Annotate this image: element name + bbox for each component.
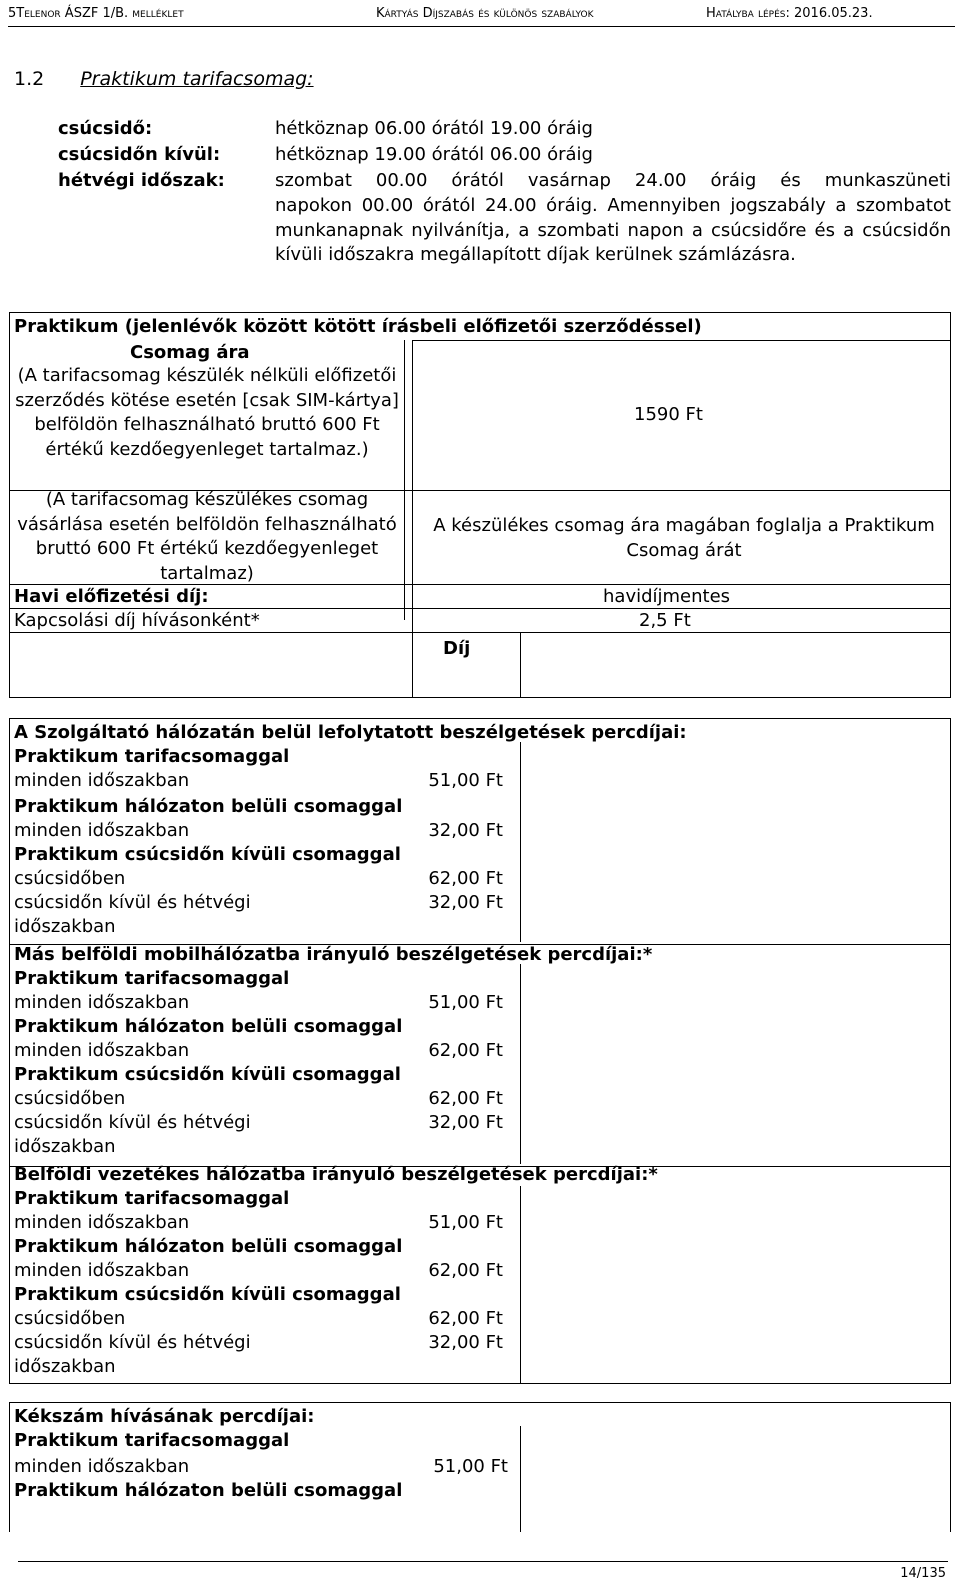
mobile-tariff-price: 51,00 Ft bbox=[428, 992, 503, 1013]
offpeak-label: csúcsidőn kívül: bbox=[58, 144, 221, 165]
header-doc-title: Kártyás Díjszabás és különös szabályok bbox=[376, 6, 594, 21]
table-line bbox=[10, 632, 951, 633]
onnet-offpeak-label-1: csúcsidőn kívül és hétvégi bbox=[14, 892, 251, 913]
connection-fee-label: Kapcsolási díj hívásonként* bbox=[14, 610, 260, 631]
fixed-pkg-offpeak: Praktikum csúcsidőn kívüli csomaggal bbox=[14, 1284, 401, 1305]
onnet-pkg-tariff: Praktikum tarifacsomaggal bbox=[14, 746, 290, 767]
page-number: 14/135 bbox=[900, 1566, 946, 1581]
onnet-title: A Szolgáltató hálózatán belül lefolytatott beszélgetések percdíjai: bbox=[14, 722, 687, 743]
offpeak-value: hétköznap 19.00 órától 06.00 óráig bbox=[275, 144, 593, 165]
fee-label: Díj bbox=[443, 638, 471, 659]
blue-number-pkg-tariff: Praktikum tarifacsomaggal bbox=[14, 1430, 290, 1451]
fixed-peak-price: 62,00 Ft bbox=[428, 1308, 503, 1329]
fixed-pkg-tariff: Praktikum tarifacsomaggal bbox=[14, 1188, 290, 1209]
header-rule bbox=[8, 26, 955, 27]
table-line bbox=[412, 340, 951, 341]
monthly-fee-label: Havi előfizetési díj: bbox=[14, 586, 209, 607]
rates-col-divider-2 bbox=[520, 964, 521, 1164]
fixed-offpeak-label-1: csúcsidőn kívül és hétvégi bbox=[14, 1332, 251, 1353]
footer-rule bbox=[18, 1561, 948, 1562]
rates-col-divider-1 bbox=[520, 742, 521, 942]
blue-number-price: 51,00 Ft bbox=[433, 1456, 508, 1477]
onnet-pkg-offpeak: Praktikum csúcsidőn kívüli csomaggal bbox=[14, 844, 401, 865]
monthly-fee-value: havidíjmentes bbox=[603, 586, 731, 607]
no-device-price: 1590 Ft bbox=[634, 404, 703, 425]
section-number: 1.2 bbox=[14, 68, 45, 90]
mobile-offpeak-label-2: időszakban bbox=[14, 1136, 116, 1157]
header-doc-ref: 5Telenor ÁSZF 1/B. melléklet bbox=[8, 6, 184, 21]
connection-fee-value: 2,5 Ft bbox=[639, 610, 691, 631]
mobile-network-period: minden időszakban bbox=[14, 1040, 190, 1061]
blue-number-period: minden időszakban bbox=[14, 1456, 190, 1477]
header-effective-date: Hatályba lépés: 2016.05.23. bbox=[706, 6, 873, 21]
fixed-title: Belföldi vezetékes hálózatba irányuló beszélgetések percdíjai:* bbox=[14, 1164, 658, 1185]
onnet-network-period: minden időszakban bbox=[14, 820, 190, 841]
section-heading bbox=[14, 68, 314, 90]
package-table-heading: Praktikum (jelenlévők között kötött írásbeli előfizetői szerződéssel) bbox=[14, 316, 702, 337]
onnet-network-price: 32,00 Ft bbox=[428, 820, 503, 841]
blue-number-title: Kékszám hívásának percdíjai: bbox=[14, 1406, 315, 1427]
table-col-divider-left bbox=[404, 340, 405, 620]
onnet-tariff-price: 51,00 Ft bbox=[428, 770, 503, 791]
table-col-divider bbox=[412, 340, 413, 698]
fixed-offpeak-label-2: időszakban bbox=[14, 1356, 116, 1377]
weekend-value-rest: napokon 00.00 órától 24.00 óráig. Amennyiben jogszabály a szombatot munkanapnak nyilvánítja, a szombati napon a csúcsidőre és a csúcsidőn kívüli időszakra megállapított díjak kerülnek számlázásra. bbox=[275, 195, 951, 265]
onnet-offpeak-label-2: időszakban bbox=[14, 916, 116, 937]
device-price-note: A készülékes csomag ára magában foglalja a Praktikum Csomag árát bbox=[433, 515, 935, 561]
mobile-title: Más belföldi mobilhálózatba irányuló beszélgetések percdíjai:* bbox=[14, 944, 653, 965]
weekend-value-line1: szombat 00.00 órától vasárnap 24.00 óráig és munkaszüneti bbox=[275, 170, 951, 191]
no-device-text: (A tarifacsomag készülék nélküli előfizetői szerződés kötése esetén [csak SIM-kártya] belföldön felhasználható bruttó 600 Ft értékű kezdőegyenleget tartalmaz.) bbox=[15, 365, 399, 460]
peak-label: csúcsidő: bbox=[58, 118, 153, 139]
weekend-label: hétvégi időszak: bbox=[58, 170, 225, 191]
table-line bbox=[10, 608, 951, 609]
onnet-peak-label: csúcsidőben bbox=[14, 868, 126, 889]
peak-value: hétköznap 06.00 órától 19.00 óráig bbox=[275, 118, 593, 139]
fixed-tariff-price: 51,00 Ft bbox=[428, 1212, 503, 1233]
mobile-pkg-network: Praktikum hálózaton belüli csomaggal bbox=[14, 1016, 403, 1037]
mobile-offpeak-label-1: csúcsidőn kívül és hétvégi bbox=[14, 1112, 251, 1133]
table-line bbox=[10, 584, 951, 585]
mobile-tariff-period: minden időszakban bbox=[14, 992, 190, 1013]
onnet-pkg-network: Praktikum hálózaton belüli csomaggal bbox=[14, 796, 403, 817]
fixed-offpeak-price: 32,00 Ft bbox=[428, 1332, 503, 1353]
mobile-network-price: 62,00 Ft bbox=[428, 1040, 503, 1061]
rates-col-divider-3 bbox=[520, 1186, 521, 1384]
onnet-peak-price: 62,00 Ft bbox=[428, 868, 503, 889]
section-title: Praktikum tarifacsomag: bbox=[80, 68, 314, 90]
csomag-ar-label: Csomag ára bbox=[130, 342, 250, 363]
fee-col-divider bbox=[520, 632, 521, 698]
onnet-offpeak-price: 32,00 Ft bbox=[428, 892, 503, 913]
mobile-peak-price: 62,00 Ft bbox=[428, 1088, 503, 1109]
mobile-pkg-tariff: Praktikum tarifacsomaggal bbox=[14, 968, 290, 989]
mobile-peak-label: csúcsidőben bbox=[14, 1088, 126, 1109]
fixed-network-period: minden időszakban bbox=[14, 1260, 190, 1281]
onnet-tariff-period: minden időszakban bbox=[14, 770, 190, 791]
blue-number-pkg-network: Praktikum hálózaton belüli csomaggal bbox=[14, 1480, 403, 1501]
mobile-offpeak-price: 32,00 Ft bbox=[428, 1112, 503, 1133]
device-text: (A tarifacsomag készülékes csomag vásárlása esetén belföldön felhasználható bruttó 600 Ft értékű kezdőegyenleget tartalmaz) bbox=[17, 489, 397, 584]
fixed-peak-label: csúcsidőben bbox=[14, 1308, 126, 1329]
fixed-tariff-period: minden időszakban bbox=[14, 1212, 190, 1233]
fixed-pkg-network: Praktikum hálózaton belüli csomaggal bbox=[14, 1236, 403, 1257]
blue-number-col-divider bbox=[520, 1426, 521, 1532]
mobile-pkg-offpeak: Praktikum csúcsidőn kívüli csomaggal bbox=[14, 1064, 401, 1085]
fixed-network-price: 62,00 Ft bbox=[428, 1260, 503, 1281]
